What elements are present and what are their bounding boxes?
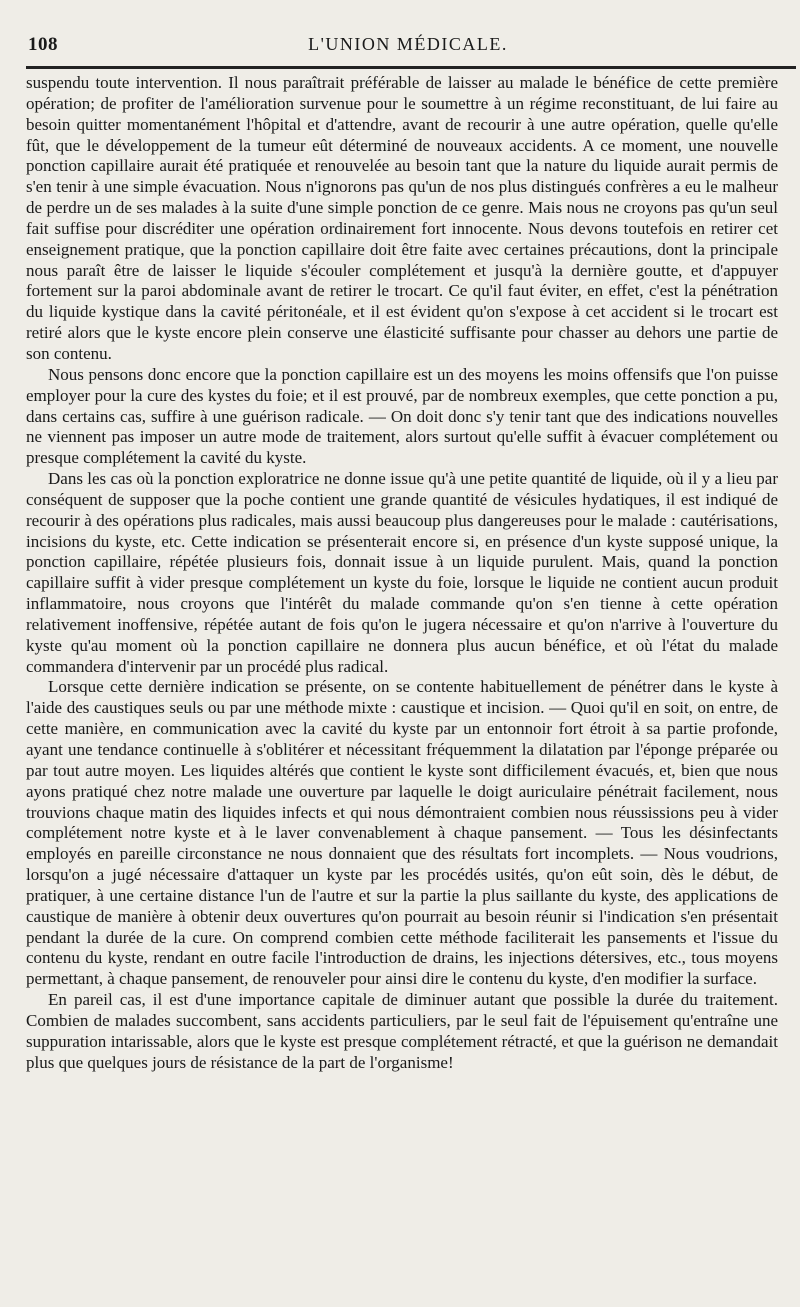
- paragraph: En pareil cas, il est d'une importance capitale de diminuer autant que possible la durée du traitement. Combien de malades succombent, sans accidents particuliers, par le seul fait de l'épuisement qu'entraîne une suppuration intarissable, alors que le kyste est presque complétement rétracté, et que la guérison ne demandait plus que quelques jours de résistance de la part de l'organisme!: [26, 990, 778, 1072]
- page-number: 108: [28, 34, 58, 55]
- paragraph: Lorsque cette dernière indication se présente, on se contente habituellement de pénétrer dans le kyste à l'aide des caustiques seuls ou par une méthode mixte : caustique et incision. — Quoi qu'il en soit, on entre, de cette manière, en communication avec la cavité du kyste par un entonnoir fort étroit à sa partie profonde, ayant une tendance continuelle à s'oblitérer et nécessitant fréquemment la dilatation par l'éponge préparée ou par tout autre moyen. Les liquides altérés que contient le kyste sont difficilement évacués, et, bien que nous ayons pratiqué chez notre malade une ouverture par laquelle le doigt auriculaire pénétrait facilement, nous trouvions chaque matin des liquides infects et qui nous démontraient combien nous réussissions peu à vider complétement notre kyste et à le laver convenablement à chaque pansement. — Tous les désinfectants employés en pareille circonstance ne nous donnaient que des résultats fort incomplets. — Nous voudrions, lorsqu'on a jugé nécessaire d'attaquer un kyste par les procédés usités, qu'on eût soin, dès le début, de pratiquer, à une certaine distance l'un de l'autre et sur la partie la plus saillante du kyste, des applications de caustique de manière à obtenir deux ouvertures qu'on pourrait au besoin réunir si l'indication s'en présentait pendant la durée de la cure. On comprend combien cette méthode faciliterait les pansements et l'issue du contenu du kyste, rendant en outre facile l'introduction de drains, les injections détersives, etc., tous moyens permettant, à chaque pansement, de renouveler pour ainsi dire le contenu du kyste, d'en modifier la surface.: [26, 677, 778, 989]
- page-header: [28, 34, 788, 62]
- paragraph: Dans les cas où la ponction exploratrice ne donne issue qu'à une petite quantité de liquide, où il y a lieu par conséquent de supposer que la poche contient une grande quantité de vésicules hydatiques, il est indiqué de recourir à des opérations plus radicales, mais aussi beaucoup plus dangereuses pour le malade : cautérisations, incisions du kyste, etc. Cette indication se présenterait encore si, en présence d'un kyste supposé unique, la ponction capillaire, répétée plusieurs fois, donnait issue à un liquide purulent. Mais, quand la ponction capillaire suffit à vider presque complétement un kyste du foie, lorsque le liquide ne contient aucun produit inflammatoire, nous croyons que l'intérêt du malade commande qu'on s'en tienne à cette opération relativement inoffensive, répétée autant de fois qu'on le jugera nécessaire et qu'on n'arrive à l'ouverture du kyste qu'au moment où la ponction capillaire ne donnera plus aucun bénéfice, et où l'état du malade commandera d'intervenir par un procédé plus radical.: [26, 469, 778, 676]
- paragraph: Nous pensons donc encore que la ponction capillaire est un des moyens les moins offensifs que l'on puisse employer pour la cure des kystes du foie; et il est prouvé, par de nombreux exemples, que cette ponction a pu, dans certains cas, suffire à une guérison radicale. — On doit donc s'y tenir tant que des indications nouvelles ne viennent pas imposer un autre mode de traitement, alors surtout qu'elle suffit à évacuer complétement ou presque complétement la cavité du kyste.: [26, 364, 778, 468]
- running-title: L'UNION MÉDICALE.: [308, 34, 508, 54]
- header-rule: [26, 66, 796, 69]
- body-text: [26, 73, 778, 1074]
- paragraph: suspendu toute intervention. Il nous paraîtrait préférable de laisser au malade le bénéfice de cette première opération; de profiter de l'amélioration survenue pour le soumettre à un régime reconstituant, de lui faire au besoin quitter momentanément l'hôpital et d'attendre, avant de recourir à une autre opération, quelle qu'elle fût, que le développement de la tumeur eût déterminé de nouveaux accidents. A ce moment, une nouvelle ponction capillaire aurait été pratiquée et renouvelée au besoin tant que la nature du liquide aurait permis de s'en tenir à une simple évacuation. Nous n'ignorons pas qu'un de nos plus distingués confrères a eu le malheur de perdre un de ses malades à la suite d'une simple ponction de ce genre. Mais nous ne croyons pas qu'un seul fait suffise pour discréditer une opération ordinairement fort innocente. Nous devons toutefois en retirer cet enseignement pratique, que la ponction capillaire doit être faite avec certaines précautions, dont la principale nous paraît être de laisser le liquide s'écouler complétement et jusqu'à la dernière goutte, et d'appuyer fortement sur la paroi abdominale avant de retirer le trocart. Ce qu'il faut éviter, en effet, c'est la pénétration du liquide kystique dans la cavité péritonéale, et il est évident qu'on s'expose à cet accident si le trocart est retiré alors que le kyste encore plein conserve une élasticité suffisante pour chasser au dehors une partie de son contenu.: [26, 73, 778, 363]
